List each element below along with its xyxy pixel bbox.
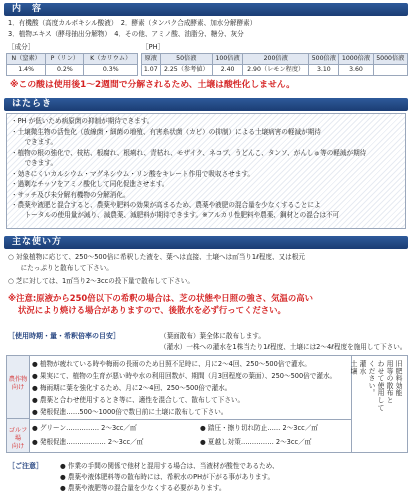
caution-item: ● 作業の手間の関係で他材と混用する場合は、当液材が酸性であるため、 bbox=[60, 462, 279, 470]
table-cell: 0.2% bbox=[46, 65, 84, 76]
drench-note: （灌水）一株への灌水を1株当たり1ℓ程度、土壌には2～4ℓ程度を施用して下さい。 bbox=[160, 343, 407, 351]
table-header-cell: 5000倍液 bbox=[373, 54, 407, 65]
crop-row: ● 発根促進……500～1000倍で数日前に土壌に散布して下さい。 bbox=[32, 408, 228, 416]
function-item: トータルの使用量が減り、減農薬、減肥料が期待できます。※アルカリ性肥料や農薬、鋼材との混合は不可 bbox=[18, 211, 340, 219]
table-header-cell: 200倍液 bbox=[243, 54, 309, 65]
crop-row: ● 植物が疲れている時や梅雨の長雨のため日照不足時に、月に2～4回、250～500倍で灌水。 bbox=[32, 360, 311, 368]
dilution-note: ※注意:原液から250倍以下の希釈の場合は、芝の状態や日照の強さ、気温の高い bbox=[8, 293, 314, 303]
category-label: ゴルフ場 bbox=[8, 427, 28, 442]
section-title: 主な使い方 bbox=[12, 237, 63, 247]
divider bbox=[30, 419, 351, 420]
dilution-note: 状況により焼ける場合がありますので、後散水を必ず行ってください。 bbox=[18, 305, 286, 315]
golf-row: ● 夏越し対策…………… 2～3cc／㎡ bbox=[200, 438, 312, 446]
caution-item: ● 農薬や液肥等の混合量を少なくする必要があります。 bbox=[60, 484, 226, 492]
ingredient-line-1: 1．有機酸（高度カルボキシル酸液） 2．酵素（タンパク合成酵素、加水分解酵素） bbox=[8, 19, 257, 27]
table-cell: 3.10 bbox=[309, 65, 339, 76]
function-item: ・サッチ及び未分解有機物の分解消化。 bbox=[11, 191, 130, 199]
golf-row: ● 発根促進……………… 2～3cc／㎡ bbox=[32, 438, 144, 446]
table-cell: 2.25（参考値） bbox=[160, 65, 213, 76]
ph-table bbox=[141, 53, 408, 76]
usage-item: にたっぷりと散布して下さい。 bbox=[14, 264, 113, 272]
side-note-column: わせて使用して bbox=[376, 360, 384, 412]
table-cell: 1.07 bbox=[142, 65, 161, 76]
table-cell bbox=[373, 65, 407, 76]
function-item: ・効きにくいカルシウム・マグネシウム・リン酸をキレート作用で吸収させます。 bbox=[11, 170, 255, 178]
side-note-column: 灌水 bbox=[358, 360, 366, 375]
table-cell: 2.40 bbox=[213, 65, 243, 76]
side-note-column: 土壌 bbox=[349, 360, 357, 375]
caution-label: ［ご注意］ bbox=[8, 462, 43, 470]
table-cell: 2.90（レモン程度） bbox=[243, 65, 309, 76]
acid-warning: ※この酸は使用後1～2週間で分解されるため、土壌は酸性化しません。 bbox=[10, 80, 295, 90]
crop-row: ● 農薬と合わせ使用するとき等に、適性を混合して、散布して下さい。 bbox=[32, 396, 245, 404]
table-header-cell: K（カリウム） bbox=[84, 54, 138, 65]
section-title: 内 容 bbox=[12, 4, 43, 14]
function-item: できます。 bbox=[18, 159, 58, 167]
table-cell: 1.4% bbox=[7, 65, 46, 76]
function-item: ・PH が低いため病原菌の抑制が期待できます。 bbox=[11, 117, 154, 125]
golf-row: ● グリーン…………… 2～3cc／㎡ bbox=[32, 424, 137, 432]
table-header-cell: 1000倍液 bbox=[339, 54, 373, 65]
side-note-column: ください。 bbox=[367, 360, 375, 397]
crop-category bbox=[7, 356, 30, 419]
table-header-cell: 50倍液 bbox=[160, 54, 213, 65]
table-header-cell: 100倍液 bbox=[213, 54, 243, 65]
component-table-label: ［成分］ bbox=[8, 43, 35, 51]
function-item: ・土壌微生物の活性化（放線菌・細菌の増殖、有害糸状菌（カビ）の抑制）による土壌病害の軽減が期待 bbox=[11, 128, 321, 136]
golf-category bbox=[7, 419, 30, 452]
function-item: ・農薬や液肥と混合すると、農薬や肥料の効果が高まるため、農薬や液肥の混合量を少なくすることによ bbox=[11, 201, 321, 209]
category-label: 農作物 bbox=[8, 376, 28, 383]
table-cell: 3.60 bbox=[339, 65, 373, 76]
section-title: はたらき bbox=[12, 99, 53, 109]
usage-item: ○ 対象植物に応じて、250～500倍に希釈した液を、葉へは直接、土壌へは㎡当り1ℓ程度、又は根元 bbox=[8, 253, 305, 261]
section-usage-header bbox=[4, 236, 408, 249]
category-label: 向け bbox=[11, 443, 25, 450]
crop-row: ● 梅雨期に葉を強化するため、月に2～4回、250～500倍で灌水。 bbox=[32, 384, 232, 392]
table-header-cell: 原液 bbox=[142, 54, 161, 65]
side-note-column: 旧肥料効能 bbox=[394, 360, 402, 397]
table-cell: 0.3% bbox=[84, 65, 138, 76]
function-item: ・植物の根の強化で、枝枯、根腐れ、根痢れ、青枯れ、モザイク、ネコブ、うどんこ、タンソ、がんしゅ等の軽減が期待 bbox=[11, 149, 367, 157]
side-note-column: 用等の散布と bbox=[385, 360, 393, 404]
table-header-cell: P（リン） bbox=[46, 54, 84, 65]
table-header-cell: N（窒素） bbox=[7, 54, 46, 65]
section-functions-header bbox=[4, 98, 408, 111]
function-item: できます。 bbox=[18, 138, 58, 146]
section-contents-header bbox=[4, 3, 408, 16]
caution-item: ● 農薬や液体肥料等の散布時には、希釈水のPHが下がる事があります。 bbox=[60, 473, 275, 481]
component-table bbox=[6, 53, 138, 76]
ph-table-label: ［PH］ bbox=[142, 43, 165, 51]
crop-row: ● 果実にて、植物の生育が悪い時や水の利用回数が、期間（月3回程度の葉面）、250～500倍で灌水。 bbox=[32, 372, 337, 380]
function-item: ・過剰なチッソをアミノ酸化して同化促進させます。 bbox=[11, 180, 169, 188]
category-label: 向け bbox=[11, 384, 25, 391]
foliar-note: （葉面散布）葉全体に散布します。 bbox=[160, 332, 265, 340]
ingredient-line-2: 3．植物エキス（酵母抽出分解物） 4．その他、アミノ酸、油脂分、糖分、灰分 bbox=[8, 30, 244, 38]
golf-row: ● 踏圧・擦り切れ防止…… 2～3cc／㎡ bbox=[200, 424, 318, 432]
usage-item: ○ 芝に対しては、1㎡当り2～3ccの投下量で散布して下さい。 bbox=[8, 277, 194, 285]
table-header-cell: 500倍液 bbox=[309, 54, 339, 65]
usage-table-title: ［使用時期・量・希釈倍率の目安］ bbox=[8, 332, 120, 340]
